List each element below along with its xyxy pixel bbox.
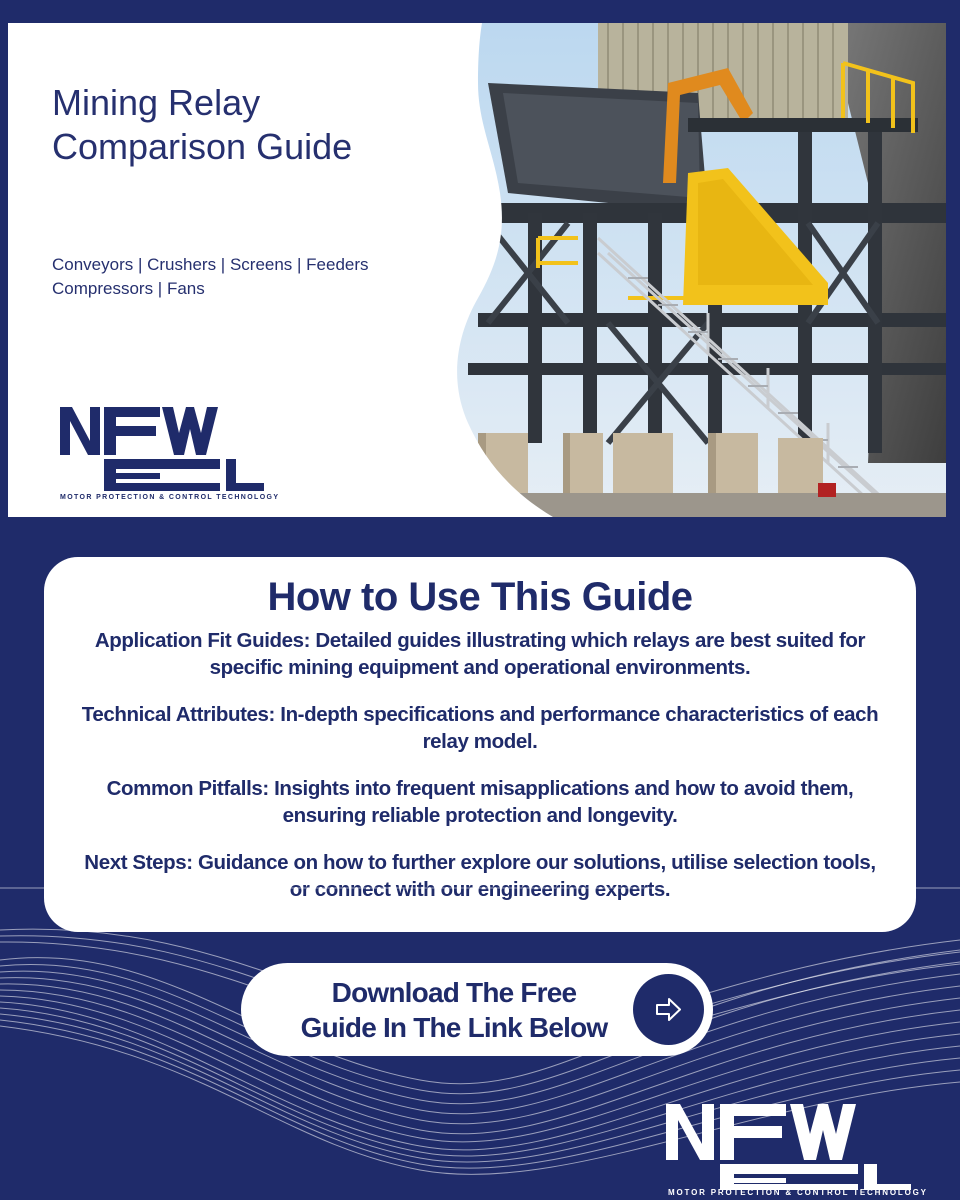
hero-card [8, 23, 946, 517]
guide-item-application-fit: Application Fit Guides: Detailed guides illustrating which relays are best suited for specific mining equipment and operational environments. [94, 629, 866, 679]
guide-item-technical-attributes: Technical Attributes: In-depth specifications and performance characteristics of each relay model. [81, 703, 879, 753]
title-line-2: Comparison Guide [52, 126, 353, 167]
equipment-categories [52, 253, 369, 301]
categories-line-2: Compressors | Fans [52, 279, 205, 298]
download-guide-label [269, 975, 639, 1045]
title-line-1: Mining Relay [52, 82, 261, 123]
guide-item-common-pitfalls: Common Pitfalls: Insights into frequent misapplications and how to avoid them, ensuring reliable protection and longevity. [106, 777, 854, 827]
page-title [52, 81, 352, 169]
svg-text:MOTOR PROTECTION & CONTROL TEC: MOTOR PROTECTION & CONTROL TECHNOLOGY [60, 494, 278, 499]
svg-text:MOTOR PROTECTION & CONTROL TEC: MOTOR PROTECTION & CONTROL TECHNOLOGY [668, 1188, 926, 1196]
arrow-right-icon[interactable] [633, 974, 704, 1045]
how-to-use-card [44, 557, 916, 932]
guide-item-next-steps: Next Steps: Guidance on how to further explore our solutions, utilise selection tools, or connect with our engineering experts. [84, 851, 876, 901]
newelec-logo [60, 399, 280, 499]
how-to-heading: How to Use This Guide [267, 575, 693, 619]
download-guide-button[interactable] [241, 963, 713, 1056]
newelec-logo-footer [666, 1100, 928, 1196]
cta-line-1: Download The Free [331, 977, 577, 1008]
categories-line-1: Conveyors | Crushers | Screens | Feeders [52, 255, 369, 274]
cta-line-2: Guide In The Link Below [300, 1012, 608, 1043]
